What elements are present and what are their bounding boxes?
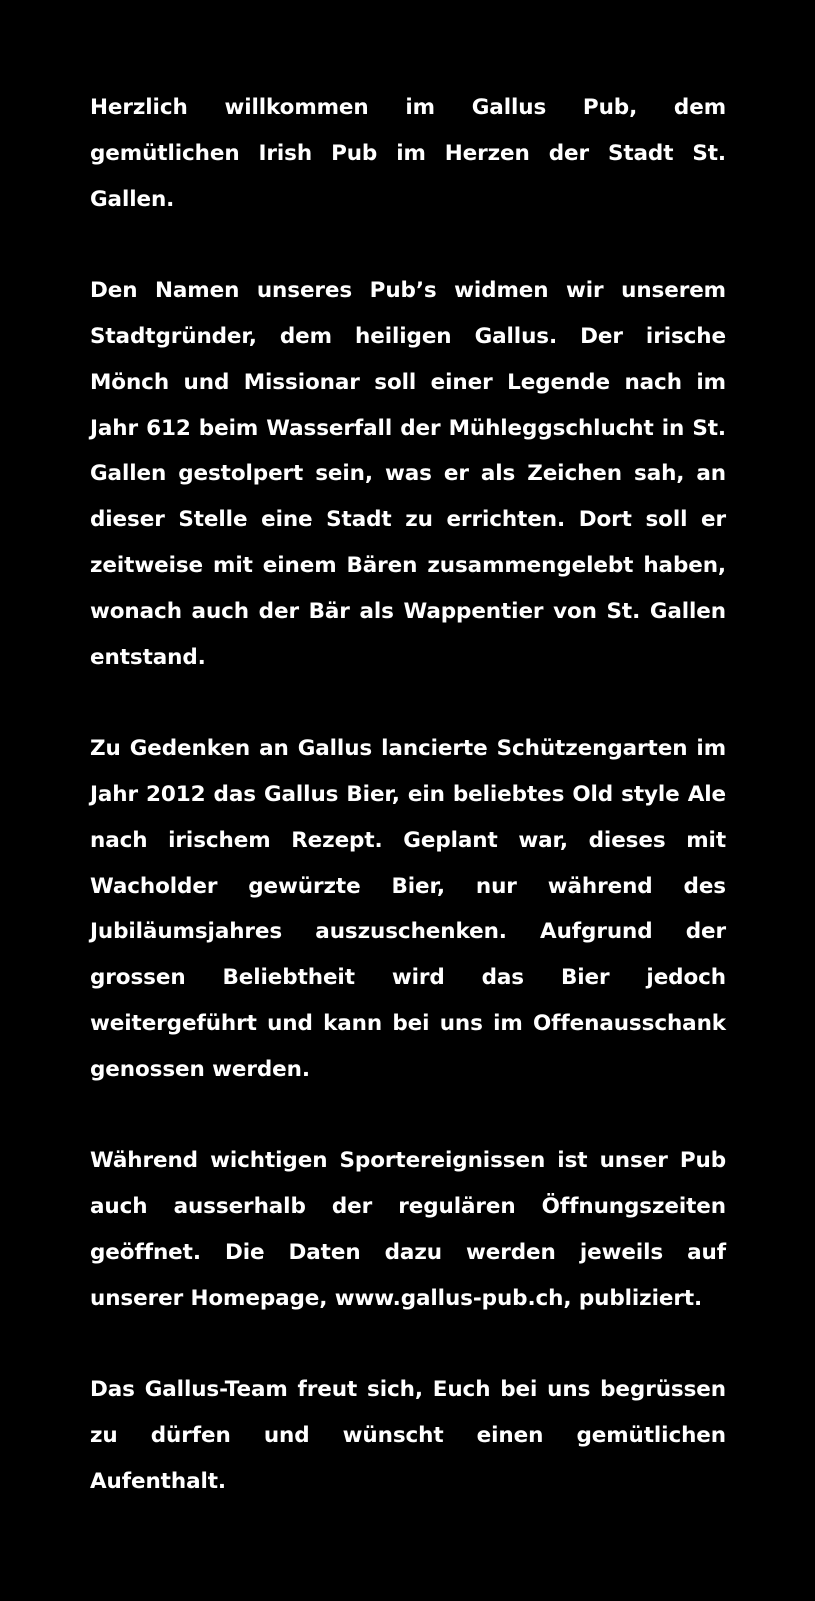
paragraph-name-origin: Den Namen unseres Pub’s widmen wir unserem Stadtgründer, dem heiligen Gallus. Der irische Mönch und Missionar soll einer Legende nach im Jahr 612 beim Wasserfall der Mühleggschlucht in St. Gallen gestolpert sein, was er als Zeichen sah, an dieser Stelle eine Stadt zu errichten. Dort soll er zeitweise mit einem Bären zusammengelebt haben, wonach auch der Bär als Wappentier von St. Gallen entstand. — [90, 278, 726, 670]
paragraph-welcome: Herzlich willkommen im Gallus Pub, dem gemütlichen Irish Pub im Herzen der Stadt St. Gallen. — [90, 95, 726, 212]
text-column — [90, 85, 726, 1505]
paragraph-closing: Das Gallus-Team freut sich, Euch bei uns begrüssen zu dürfen und wünscht einen gemütlichen Aufenthalt. — [90, 1377, 726, 1494]
paragraph-sports-events: Während wichtigen Sportereignissen ist unser Pub auch ausserhalb der regulären Öffnungszeiten geöffnet. Die Daten dazu werden jeweils auf unserer Homepage, www.gallus-pub.ch, publiziert. — [90, 1148, 726, 1311]
paragraph-gallus-beer: Zu Gedenken an Gallus lancierte Schützengarten im Jahr 2012 das Gallus Bier, ein beliebtes Old style Ale nach irischem Rezept. Geplant war, dieses mit Wacholder gewürzte Bier, nur während des Jubiläumsjahres auszuschenken. Aufgrund der grossen Beliebtheit wird das Bier jedoch weitergeführt und kann bei uns im Offenausschank genossen werden. — [90, 736, 726, 1082]
